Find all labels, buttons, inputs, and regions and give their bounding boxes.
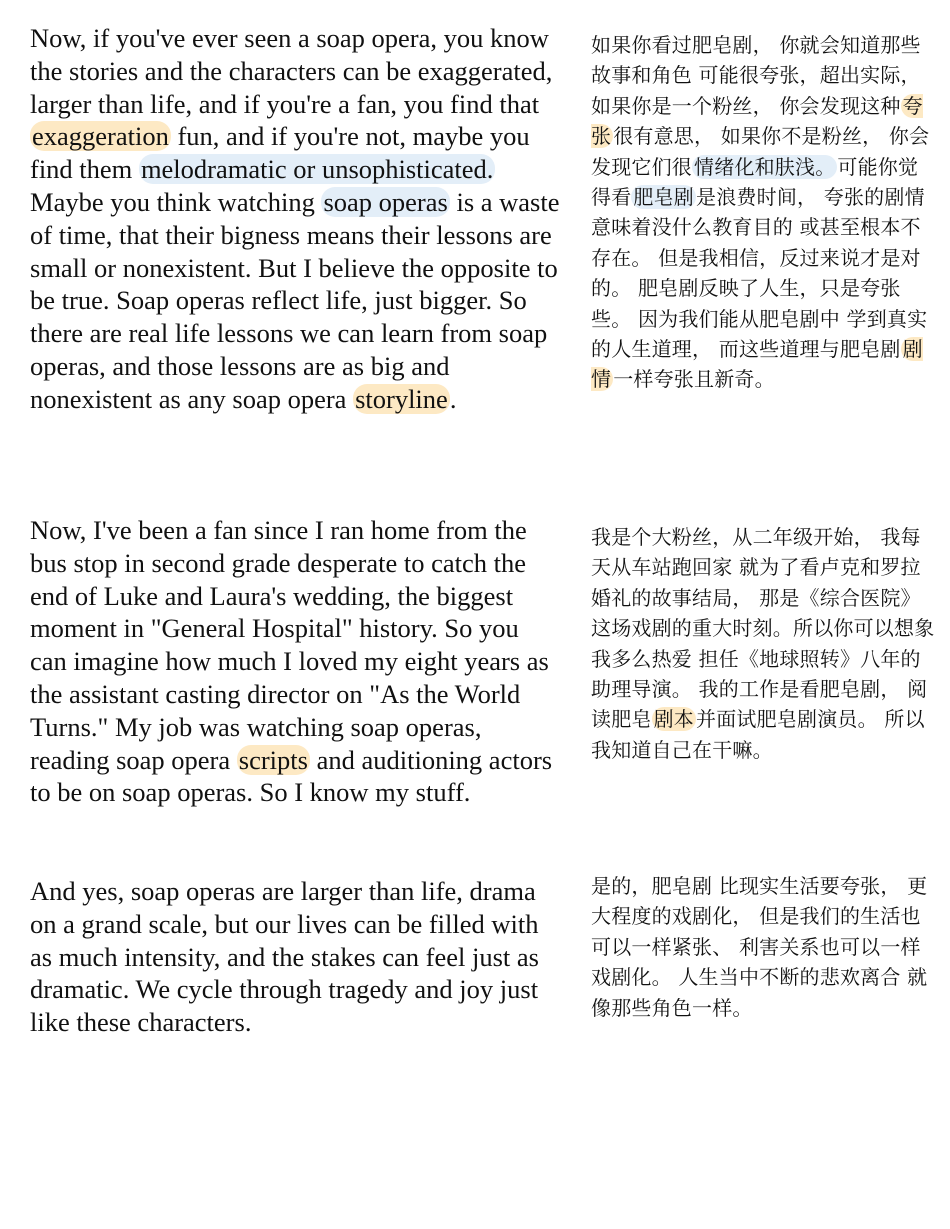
text-segment: And yes, soap operas are larger than life, drama on a grand scale, but our lives can be filled with as much intensity, and the stakes can feel just as dramatic. We cycle through tragedy and joy just like these characters.: [30, 876, 539, 1038]
highlighted-term: soap operas: [323, 186, 448, 217]
chinese-paragraph-3: [591, 871, 936, 1023]
chinese-paragraph-1: [591, 30, 936, 395]
text-segment: 我是个大粉丝，从二年级开始， 我每天从车站跑回家 就为了看卢克和罗拉婚礼的故事结局， 那是《综合医院》这场戏剧的重大时刻。所以你可以想象我多么热爱 担任《地球照转》八年的助理导演。 我的工作是看肥皂剧， 阅读肥皂: [591, 525, 935, 732]
text-segment: 很有意思， 如果你不是粉丝， 你会发现它们很: [591, 124, 930, 179]
highlighted-term: scripts: [238, 744, 308, 775]
text-segment: and auditioning actors to be on soap operas. So I know my stuff.: [30, 744, 553, 808]
highlighted-term: exaggeration: [32, 121, 169, 152]
highlighted-term: 夸张: [591, 93, 923, 149]
text-segment: Now, if you've ever seen a soap opera, you know the stories and the characters can be exaggerated, larger than life, and if you're a fan, you find that: [30, 23, 553, 119]
text-segment: Maybe you think watching: [30, 186, 322, 217]
english-paragraph-2: [30, 514, 560, 809]
text-segment: 可能你觉得看: [591, 154, 919, 210]
chinese-paragraph-2: [591, 522, 936, 765]
highlighted-term: storyline: [355, 383, 448, 414]
highlighted-term: 肥皂剧: [633, 185, 695, 210]
highlighted-term: 情绪化和肤浅。: [694, 154, 836, 179]
text-segment: 一样夸张且新奇。: [613, 367, 775, 392]
text-segment: 是的，肥皂剧 比现实生活要夸张， 更大程度的戏剧化， 但是我们的生活也可以一样紧张、 利害关系也可以一样戏剧化。 人生当中不断的悲欢离合 就像那些角色一样。: [591, 874, 928, 1020]
text-segment: Now, I've been a fan since I ran home from the bus stop in second grade desperate to catch the end of Luke and Laura's wedding, the biggest moment in "General Hospital" history. So you can imagine how much I loved my eight years as the assistant casting director on "As the World Turns." My job was watching soap operas, reading soap opera: [30, 515, 549, 775]
text-segment: .: [449, 383, 457, 414]
text-segment: fun, and if you're not, maybe you find them: [30, 121, 530, 185]
text-segment: 并面试肥皂剧演员。 所以我知道自己在干嘛。: [591, 707, 925, 762]
text-segment: is a waste of time, that their bigness means their lessons are small or nonexistent. But I believe the opposite to be true. Soap operas reflect life, just bigger. So there are real life lessons we can learn from soap operas, and those lessons are as big and nonexistent as any soap opera: [30, 186, 560, 414]
english-paragraph-1: [30, 22, 560, 416]
text-segment: 如果你看过肥皂剧， 你就会知道那些故事和角色 可能很夸张，超出实际， 如果你是一个粉丝， 你会发现这种: [591, 33, 921, 118]
highlighted-term: melodramatic or unsophisticated.: [140, 154, 494, 185]
highlighted-term: 剧本: [653, 707, 695, 732]
highlighted-term: 剧情: [591, 337, 923, 392]
text-segment: 是浪费时间， 夸张的剧情意味着没什么教育目的 或甚至根本不存在。 但是我相信，反过来说才是对的。 肥皂剧反映了人生，只是夸张些。 因为我们能从肥皂剧中 学到真实的人生道理， 而这些道理与肥皂剧: [591, 185, 928, 362]
english-paragraph-3: [30, 875, 560, 1039]
